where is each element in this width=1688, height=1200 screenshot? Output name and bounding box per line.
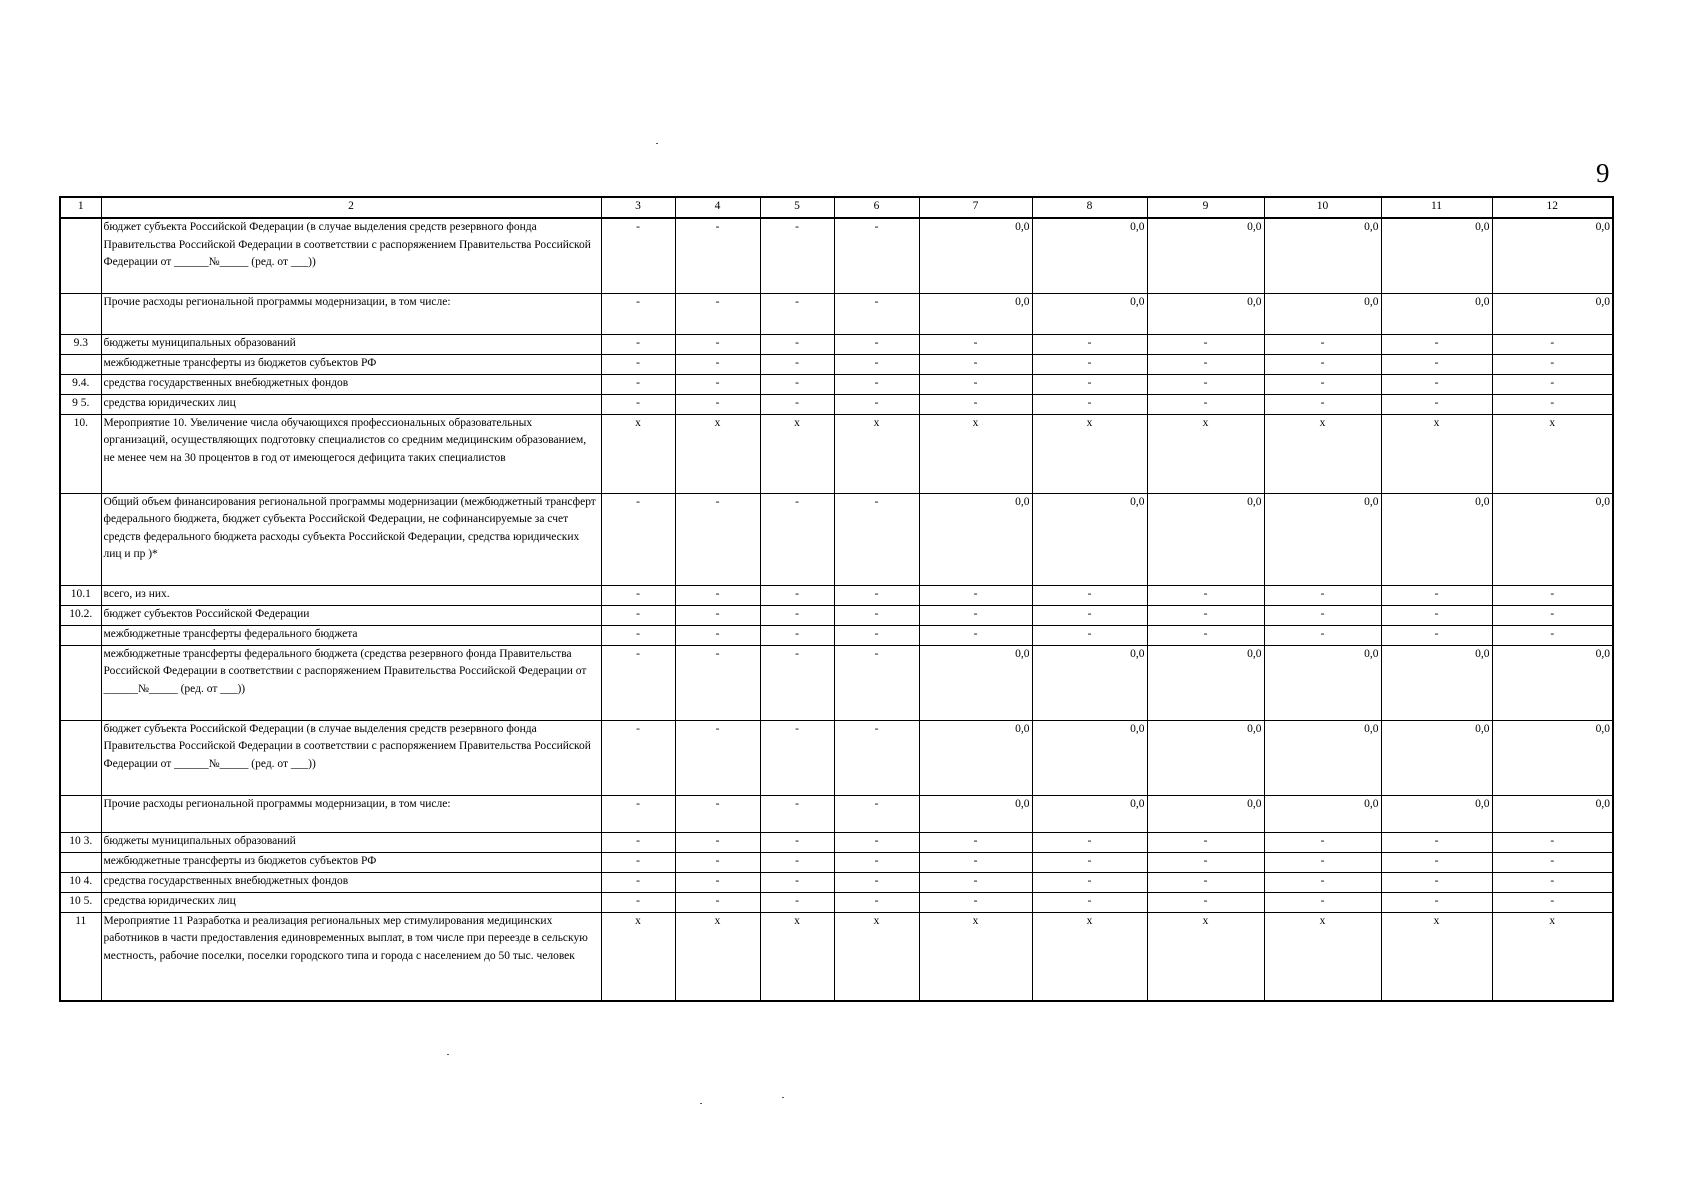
row-number	[60, 720, 101, 795]
value-cell: 0,0	[1264, 293, 1381, 334]
value-cell: -	[919, 394, 1032, 414]
value-cell: -	[1381, 605, 1492, 625]
value-cell: -	[601, 720, 675, 795]
value-cell: -	[1381, 354, 1492, 374]
value-cell: 0,0	[1147, 218, 1264, 293]
row-number: 10 4.	[60, 872, 101, 892]
value-cell: -	[601, 374, 675, 394]
value-cell: -	[1032, 852, 1147, 872]
value-cell: -	[760, 218, 834, 293]
value-cell: -	[1147, 892, 1264, 912]
value-cell: -	[601, 625, 675, 645]
row-number: 9 5.	[60, 394, 101, 414]
column-header: 7	[919, 197, 1032, 218]
value-cell: -	[675, 852, 760, 872]
value-cell: -	[601, 394, 675, 414]
value-cell: x	[1492, 414, 1613, 493]
value-cell: -	[675, 334, 760, 354]
value-cell: -	[760, 293, 834, 334]
value-cell: x	[1264, 414, 1381, 493]
value-cell: 0,0	[1381, 645, 1492, 720]
value-cell: -	[675, 795, 760, 832]
value-cell: -	[1264, 354, 1381, 374]
table-row	[60, 414, 1613, 493]
value-cell: -	[1264, 892, 1381, 912]
row-description: Общий объем финансирования региональной программы модернизации (межбюджетный трансферт федерального бюджета, бюджет субъекта Российской Федерации, не софинансируемые за счет средств федерального бюджета расходы субъекта Российской Федерации, средства юридических лиц и пр )*	[101, 493, 601, 585]
table-row	[60, 892, 1613, 912]
value-cell: 0,0	[919, 293, 1032, 334]
value-cell: x	[1264, 912, 1381, 1001]
value-cell: 0,0	[1264, 645, 1381, 720]
value-cell: x	[760, 414, 834, 493]
row-number: 10 3.	[60, 832, 101, 852]
value-cell: -	[1147, 374, 1264, 394]
value-cell: -	[919, 625, 1032, 645]
value-cell: x	[601, 414, 675, 493]
value-cell: x	[601, 912, 675, 1001]
value-cell: -	[834, 720, 919, 795]
value-cell: 0,0	[1264, 795, 1381, 832]
value-cell: -	[1032, 585, 1147, 605]
value-cell: -	[1381, 892, 1492, 912]
column-header: 9	[1147, 197, 1264, 218]
value-cell: -	[601, 293, 675, 334]
value-cell: 0,0	[1492, 293, 1613, 334]
value-cell: -	[760, 493, 834, 585]
value-cell: -	[760, 720, 834, 795]
table-row	[60, 218, 1613, 293]
value-cell: -	[919, 374, 1032, 394]
column-header: 10	[1264, 197, 1381, 218]
value-cell: x	[760, 912, 834, 1001]
value-cell: -	[760, 872, 834, 892]
value-cell: -	[760, 852, 834, 872]
value-cell: -	[919, 605, 1032, 625]
value-cell: -	[601, 334, 675, 354]
value-cell: -	[601, 892, 675, 912]
value-cell: 0,0	[1492, 720, 1613, 795]
value-cell: -	[919, 334, 1032, 354]
row-description: средства государственных внебюджетных фондов	[101, 374, 601, 394]
table-row	[60, 374, 1613, 394]
value-cell: x	[1381, 414, 1492, 493]
scan-speck	[782, 1097, 784, 1098]
value-cell: -	[1147, 334, 1264, 354]
row-description: межбюджетные трансферты из бюджетов субъектов РФ	[101, 852, 601, 872]
header-row	[60, 197, 1613, 218]
column-header: 2	[101, 197, 601, 218]
value-cell: 0,0	[1147, 720, 1264, 795]
column-header: 6	[834, 197, 919, 218]
value-cell: -	[675, 645, 760, 720]
value-cell: -	[1032, 354, 1147, 374]
value-cell: 0,0	[1381, 720, 1492, 795]
value-cell: -	[760, 795, 834, 832]
value-cell: -	[1032, 394, 1147, 414]
value-cell: -	[760, 832, 834, 852]
value-cell: -	[1032, 605, 1147, 625]
value-cell: 0,0	[919, 720, 1032, 795]
table-row	[60, 912, 1613, 1001]
value-cell: -	[601, 872, 675, 892]
value-cell: -	[1492, 354, 1613, 374]
value-cell: -	[834, 354, 919, 374]
table-row	[60, 293, 1613, 334]
value-cell: -	[834, 585, 919, 605]
row-description: бюджет субъекта Российской Федерации (в случае выделения средств резервного фонда Правительства Российской Федерации в соответствии с распоряжением Правительства Российской Федерации от ______№_____ (ред. от ___))	[101, 720, 601, 795]
value-cell: -	[1032, 374, 1147, 394]
value-cell: -	[1264, 872, 1381, 892]
table-row	[60, 334, 1613, 354]
row-number	[60, 493, 101, 585]
value-cell: -	[601, 605, 675, 625]
value-cell: -	[1032, 625, 1147, 645]
column-header: 1	[60, 197, 101, 218]
row-description: Мероприятие 10. Увеличение числа обучающихся профессиональных образовательных организаций, осуществляющих подготовку специалистов со средним медицинским образованием, не менее чем на 30 процентов в год от имеющегося дефицита таких специалистов	[101, 414, 601, 493]
column-header: 8	[1032, 197, 1147, 218]
row-description: бюджеты муниципальных образований	[101, 334, 601, 354]
row-number	[60, 645, 101, 720]
value-cell: 0,0	[1147, 493, 1264, 585]
table-row	[60, 872, 1613, 892]
value-cell: -	[1147, 832, 1264, 852]
value-cell: x	[1147, 414, 1264, 493]
value-cell: -	[1032, 334, 1147, 354]
table-row	[60, 394, 1613, 414]
value-cell: -	[1492, 394, 1613, 414]
value-cell: -	[675, 872, 760, 892]
value-cell: 0,0	[1032, 218, 1147, 293]
row-description: средства государственных внебюджетных фондов	[101, 872, 601, 892]
value-cell: -	[834, 218, 919, 293]
value-cell: -	[1264, 394, 1381, 414]
row-description: бюджет субъектов Российской Федерации	[101, 605, 601, 625]
column-header: 3	[601, 197, 675, 218]
value-cell: x	[834, 414, 919, 493]
row-description: межбюджетные трансферты федерального бюджета (средства резервного фонда Правительства Российской Федерации в соответствии с распоряжением Правительства Российской Федерации от ______№_____ (ред. от ___))	[101, 645, 601, 720]
row-number: 10 5.	[60, 892, 101, 912]
value-cell: -	[834, 852, 919, 872]
value-cell: -	[760, 892, 834, 912]
value-cell: 0,0	[1147, 645, 1264, 720]
value-cell: -	[601, 354, 675, 374]
row-description: бюджет субъекта Российской Федерации (в случае выделения средств резервного фонда Правительства Российской Федерации в соответствии с распоряжением Правительства Российской Федерации от ______№_____ (ред. от ___))	[101, 218, 601, 293]
value-cell: -	[1147, 394, 1264, 414]
value-cell: x	[1381, 912, 1492, 1001]
value-cell: -	[1492, 374, 1613, 394]
column-header: 4	[675, 197, 760, 218]
value-cell: -	[834, 293, 919, 334]
value-cell: -	[675, 605, 760, 625]
value-cell: -	[1264, 334, 1381, 354]
table-row	[60, 585, 1613, 605]
value-cell: -	[1264, 605, 1381, 625]
value-cell: x	[675, 912, 760, 1001]
row-number: 10.2.	[60, 605, 101, 625]
table-row	[60, 625, 1613, 645]
value-cell: -	[1492, 852, 1613, 872]
value-cell: -	[1032, 872, 1147, 892]
scan-speck	[656, 143, 658, 144]
value-cell: -	[1147, 354, 1264, 374]
table-row	[60, 645, 1613, 720]
value-cell: -	[834, 645, 919, 720]
value-cell: -	[1264, 374, 1381, 394]
value-cell: -	[1264, 832, 1381, 852]
row-number	[60, 293, 101, 334]
financing-table	[59, 196, 1614, 1002]
row-number: 10.	[60, 414, 101, 493]
value-cell: x	[1032, 912, 1147, 1001]
value-cell: -	[1381, 585, 1492, 605]
value-cell: -	[1032, 832, 1147, 852]
value-cell: x	[1147, 912, 1264, 1001]
value-cell: -	[675, 832, 760, 852]
value-cell: -	[919, 852, 1032, 872]
value-cell: -	[1381, 832, 1492, 852]
value-cell: -	[601, 852, 675, 872]
row-number: 9.4.	[60, 374, 101, 394]
value-cell: -	[919, 892, 1032, 912]
value-cell: -	[1492, 832, 1613, 852]
value-cell: -	[834, 493, 919, 585]
value-cell: -	[675, 218, 760, 293]
value-cell: -	[1492, 625, 1613, 645]
table-row	[60, 605, 1613, 625]
value-cell: -	[1381, 334, 1492, 354]
row-description: межбюджетные трансферты из бюджетов субъектов РФ	[101, 354, 601, 374]
value-cell: -	[675, 493, 760, 585]
value-cell: -	[834, 394, 919, 414]
value-cell: -	[834, 625, 919, 645]
value-cell: 0,0	[919, 493, 1032, 585]
value-cell: x	[1032, 414, 1147, 493]
value-cell: -	[760, 354, 834, 374]
value-cell: -	[1381, 374, 1492, 394]
value-cell: -	[675, 892, 760, 912]
value-cell: x	[919, 912, 1032, 1001]
row-description: средства юридических лиц	[101, 892, 601, 912]
row-description: Мероприятие 11 Разработка и реализация региональных мер стимулирования медицинских работников в части предоставления единовременных выплат, в том числе при переезде в сельскую местность, рабочие поселки, поселки городского типа и города с населением до 50 тыс. человек	[101, 912, 601, 1001]
value-cell: -	[834, 605, 919, 625]
value-cell: -	[1381, 872, 1492, 892]
value-cell: -	[675, 720, 760, 795]
value-cell: -	[675, 625, 760, 645]
row-number: 11	[60, 912, 101, 1001]
value-cell: -	[919, 585, 1032, 605]
value-cell: 0,0	[1381, 218, 1492, 293]
value-cell: -	[601, 585, 675, 605]
value-cell: -	[1381, 625, 1492, 645]
value-cell: -	[834, 892, 919, 912]
column-header: 11	[1381, 197, 1492, 218]
value-cell: 0,0	[1381, 293, 1492, 334]
value-cell: -	[1147, 585, 1264, 605]
value-cell: 0,0	[1264, 493, 1381, 585]
value-cell: -	[1147, 605, 1264, 625]
value-cell: 0,0	[1381, 493, 1492, 585]
row-description: межбюджетные трансферты федерального бюджета	[101, 625, 601, 645]
value-cell: -	[760, 625, 834, 645]
value-cell: 0,0	[1032, 293, 1147, 334]
value-cell: -	[919, 832, 1032, 852]
value-cell: -	[675, 374, 760, 394]
value-cell: 0,0	[1032, 493, 1147, 585]
value-cell: -	[1264, 625, 1381, 645]
row-description: Прочие расходы региональной программы модернизации, в том числе:	[101, 795, 601, 832]
value-cell: 0,0	[1492, 493, 1613, 585]
scan-speck	[447, 1054, 449, 1055]
value-cell: -	[1492, 892, 1613, 912]
value-cell: -	[1147, 852, 1264, 872]
value-cell: -	[1147, 625, 1264, 645]
value-cell: x	[834, 912, 919, 1001]
value-cell: -	[1264, 585, 1381, 605]
value-cell: -	[601, 795, 675, 832]
table-row	[60, 354, 1613, 374]
table-row	[60, 720, 1613, 795]
value-cell: x	[1492, 912, 1613, 1001]
value-cell: -	[1492, 872, 1613, 892]
value-cell: -	[834, 872, 919, 892]
row-number	[60, 852, 101, 872]
scan-speck	[700, 1103, 702, 1104]
value-cell: -	[1492, 334, 1613, 354]
value-cell: -	[1264, 852, 1381, 872]
value-cell: 0,0	[1381, 795, 1492, 832]
table-row	[60, 832, 1613, 852]
value-cell: 0,0	[1032, 795, 1147, 832]
column-header: 12	[1492, 197, 1613, 218]
value-cell: 0,0	[919, 218, 1032, 293]
value-cell: -	[675, 585, 760, 605]
row-number: 9.3	[60, 334, 101, 354]
value-cell: -	[919, 872, 1032, 892]
row-description: бюджеты муниципальных образований	[101, 832, 601, 852]
row-number	[60, 795, 101, 832]
value-cell: -	[760, 605, 834, 625]
value-cell: -	[760, 585, 834, 605]
value-cell: -	[1492, 585, 1613, 605]
row-description: средства юридических лиц	[101, 394, 601, 414]
value-cell: 0,0	[1147, 293, 1264, 334]
row-number	[60, 625, 101, 645]
value-cell: -	[675, 354, 760, 374]
value-cell: 0,0	[1492, 645, 1613, 720]
value-cell: -	[601, 493, 675, 585]
value-cell: -	[919, 354, 1032, 374]
value-cell: x	[919, 414, 1032, 493]
value-cell: -	[760, 645, 834, 720]
value-cell: 0,0	[919, 795, 1032, 832]
value-cell: -	[1032, 892, 1147, 912]
value-cell: -	[834, 795, 919, 832]
table-row	[60, 493, 1613, 585]
row-description: всего, из них.	[101, 585, 601, 605]
table-body	[60, 197, 1613, 1001]
value-cell: -	[834, 374, 919, 394]
value-cell: -	[760, 394, 834, 414]
row-description: Прочие расходы региональной программы модернизации, в том числе:	[101, 293, 601, 334]
value-cell: -	[834, 832, 919, 852]
row-number: 10.1	[60, 585, 101, 605]
value-cell: -	[1147, 872, 1264, 892]
value-cell: -	[760, 374, 834, 394]
value-cell: 0,0	[1032, 645, 1147, 720]
table-row	[60, 852, 1613, 872]
value-cell: -	[834, 334, 919, 354]
value-cell: 0,0	[1264, 218, 1381, 293]
column-header: 5	[760, 197, 834, 218]
value-cell: 0,0	[1492, 218, 1613, 293]
row-number	[60, 218, 101, 293]
value-cell: 0,0	[1492, 795, 1613, 832]
table-row	[60, 795, 1613, 832]
value-cell: -	[1381, 852, 1492, 872]
value-cell: -	[601, 645, 675, 720]
value-cell: 0,0	[919, 645, 1032, 720]
value-cell: -	[1381, 394, 1492, 414]
value-cell: -	[675, 293, 760, 334]
value-cell: x	[675, 414, 760, 493]
value-cell: -	[760, 334, 834, 354]
value-cell: -	[675, 394, 760, 414]
value-cell: 0,0	[1264, 720, 1381, 795]
value-cell: 0,0	[1032, 720, 1147, 795]
row-number	[60, 354, 101, 374]
page-number: 9	[1596, 158, 1610, 188]
value-cell: -	[1492, 605, 1613, 625]
value-cell: -	[601, 832, 675, 852]
value-cell: -	[601, 218, 675, 293]
value-cell: 0,0	[1147, 795, 1264, 832]
